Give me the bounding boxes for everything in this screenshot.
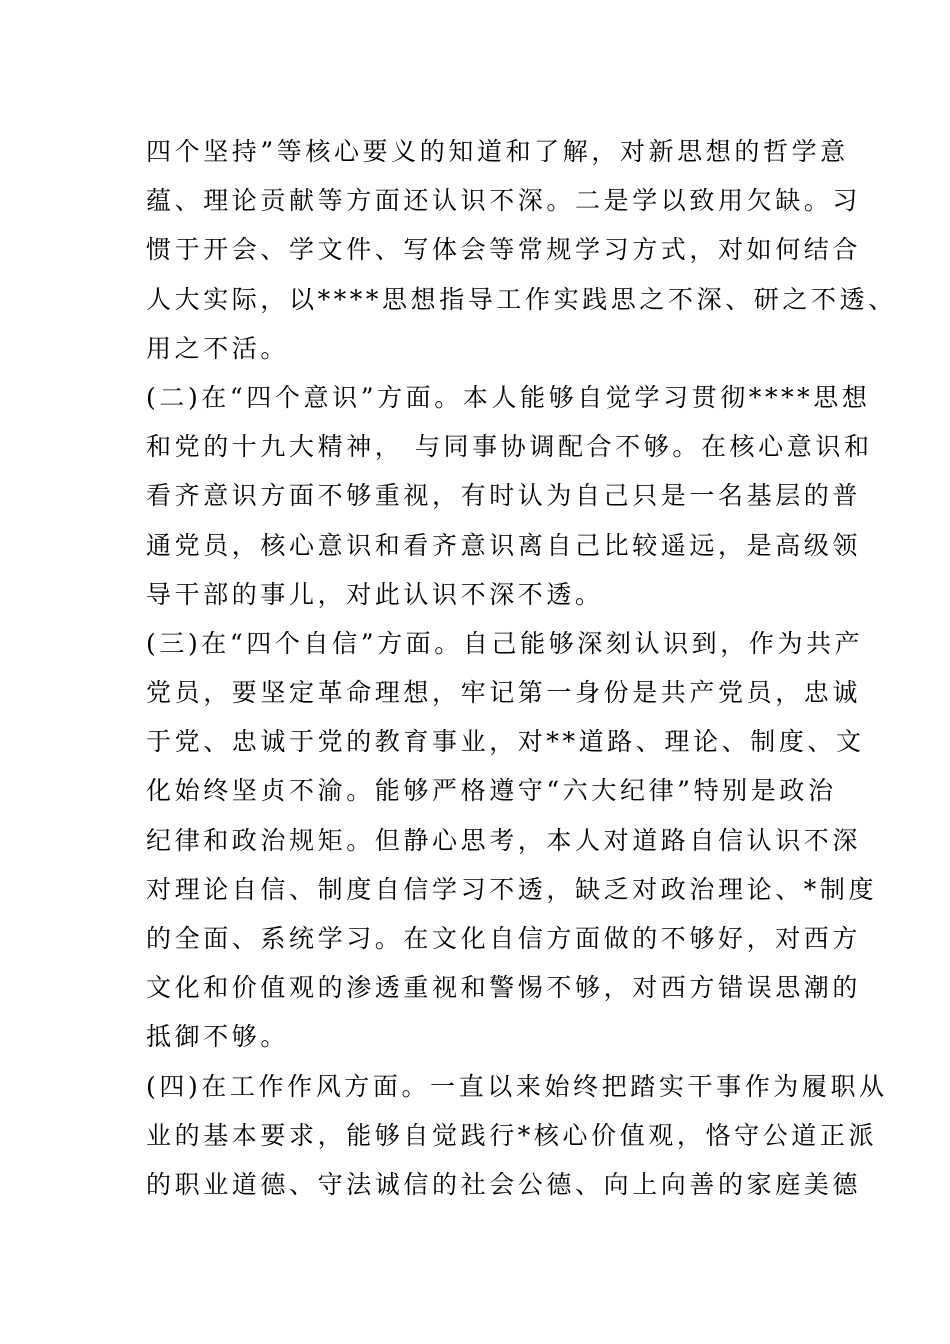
text-line-16: 对理论自信、制度自信学习不透，缺乏对政治理论、*制度 bbox=[146, 874, 878, 904]
text-line-10: 导干部的事儿，对此认识不深不透。 bbox=[146, 579, 604, 609]
text-line-9: 通党员，核心意识和看齐意识离自己比较遥远，是高级领 bbox=[146, 530, 862, 560]
text-line-15: 纪律和政治规矩。但静心思考，本人对道路自信认识不深 bbox=[146, 825, 862, 855]
text-line-5: 用之不活。 bbox=[146, 333, 290, 363]
text-line-14: 化始终坚贞不渝。能够严格遵守“六大纪律”特别是政治 bbox=[146, 776, 837, 806]
text-line-21: 业的基本要求，能够自觉践行*核心价值观，恪守公道正派 bbox=[146, 1120, 878, 1150]
document-body bbox=[146, 127, 897, 1209]
text-line-4: 人大实际，以****思想指导工作实践思之不深、研之不透、 bbox=[146, 284, 897, 314]
section-three-heading-line: (三)在“四个自信”方面。自己能够深刻认识到，作为共产 bbox=[146, 628, 864, 658]
text-line-22: 的职业道德、守法诚信的社会公德、向上向善的家庭美德 bbox=[146, 1169, 862, 1199]
section-four-heading-line: (四)在工作作风方面。一直以来始终把踏实干事作为履职从 bbox=[146, 1071, 888, 1101]
text-line-3: 惯于开会、学文件、写体会等常规学习方式，对如何结合 bbox=[146, 235, 862, 265]
section-two-heading-line: (二)在“四个意识”方面。本人能够自觉学习贯彻****思想 bbox=[146, 382, 871, 412]
text-line-7: 和党的十九大精神， 与同事协调配合不够。在核心意识和 bbox=[146, 432, 873, 462]
text-line-8: 看齐意识方面不够重视，有时认为自己只是一名基层的普 bbox=[146, 481, 862, 511]
text-line-2: 蕴、理论贡献等方面还认识不深。二是学以致用欠缺。习 bbox=[146, 186, 862, 216]
text-line-19: 抵御不够。 bbox=[146, 1022, 290, 1052]
text-line-12: 党员，要坚定革命理想，牢记第一身份是共产党员，忠诚 bbox=[146, 678, 862, 708]
text-line-13: 于党、忠诚于党的教育事业，对**道路、理论、制度、文 bbox=[146, 727, 865, 757]
text-line-17: 的全面、系统学习。在文化自信方面做的不够好，对西方 bbox=[146, 924, 862, 953]
text-line-18: 文化和价值观的渗透重视和警惕不够，对西方错误思潮的 bbox=[146, 973, 862, 1003]
text-line-1: 四个坚持”等核心要义的知道和了解，对新思想的哲学意 bbox=[146, 137, 849, 166]
